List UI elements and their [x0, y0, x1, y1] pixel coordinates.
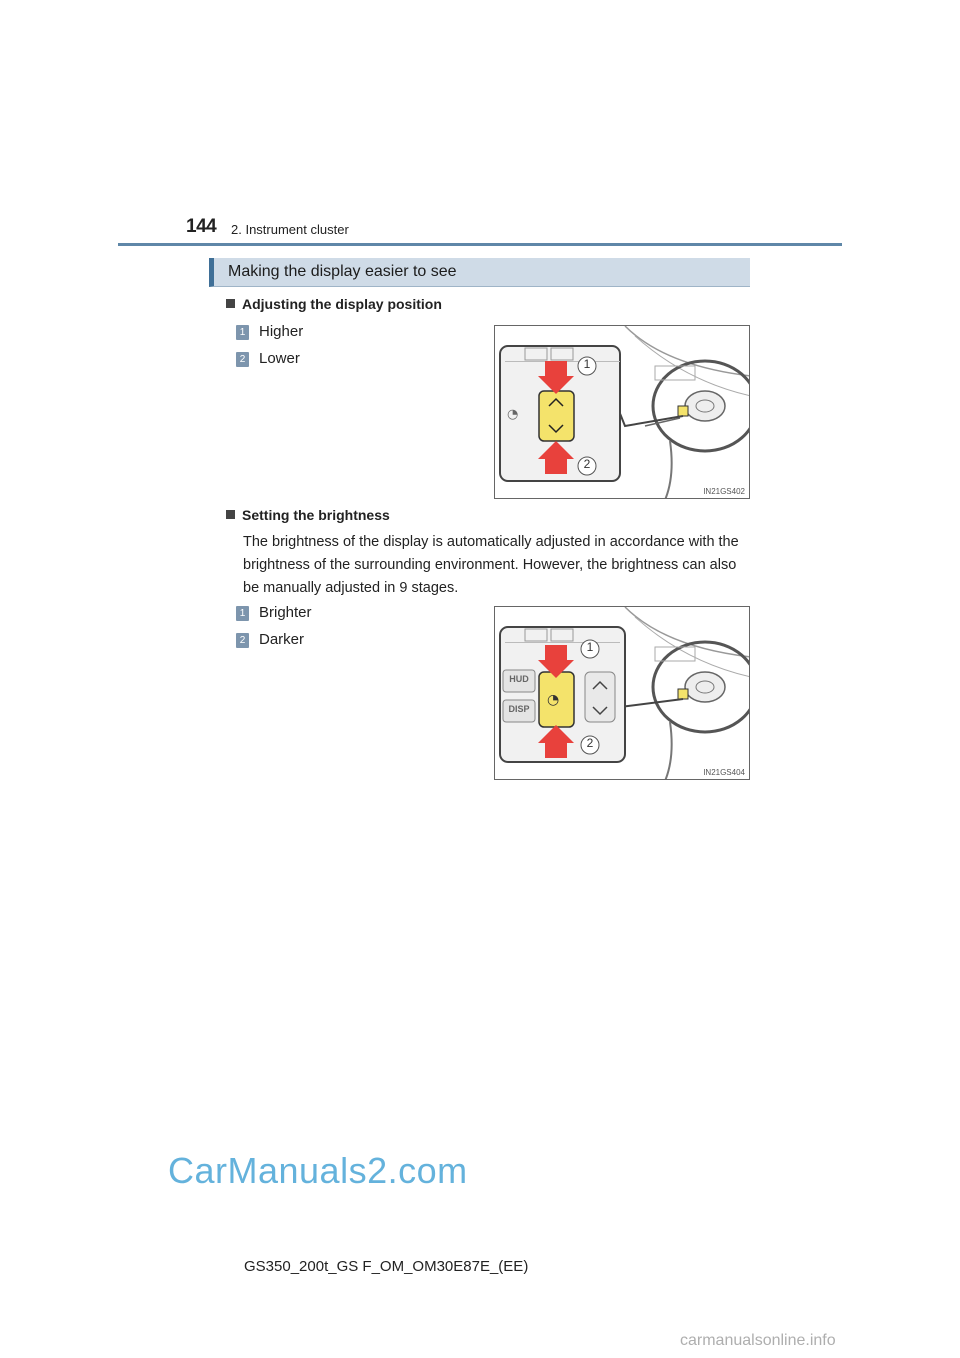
step-number-badge: 2: [236, 352, 249, 367]
square-bullet-icon: [226, 510, 235, 519]
step-higher: [236, 323, 303, 340]
header-rule: [118, 243, 842, 246]
subheading-text: Setting the brightness: [242, 507, 390, 523]
chapter-title: 2. Instrument cluster: [231, 222, 349, 237]
brightness-switch-illustration: [495, 607, 750, 780]
svg-text:◔: ◔: [547, 692, 560, 708]
callout-2: 2: [583, 457, 591, 471]
watermark-site: carmanualsonline.info: [680, 1332, 836, 1349]
disp-button-label: DISP: [508, 704, 530, 714]
figure-code: IN21GS404: [703, 768, 745, 777]
section-title: Making the display easier to see: [228, 263, 457, 280]
section-header: [209, 258, 750, 287]
step-label: Higher: [259, 323, 304, 340]
figure-code: IN21GS402: [703, 487, 745, 496]
step-number-badge: 1: [236, 325, 249, 340]
callout-1: 1: [583, 357, 591, 371]
step-label: Darker: [259, 631, 305, 648]
step-brighter: [236, 604, 312, 621]
step-number-badge: 2: [236, 633, 249, 648]
svg-text:◔: ◔: [507, 407, 519, 422]
footer-code: GS350_200t_GS F_OM_OM30E87E_(EE): [244, 1258, 529, 1275]
step-number-badge: 1: [236, 606, 249, 621]
hud-button-label: HUD: [509, 674, 529, 684]
subheading-adjust-position: [226, 296, 442, 312]
page-number: 144: [186, 216, 217, 237]
step-label: Brighter: [259, 604, 312, 621]
figure-display-position: [494, 325, 750, 499]
square-bullet-icon: [226, 299, 235, 308]
step-darker: [236, 631, 304, 648]
callout-1: 1: [586, 640, 594, 654]
figure-brightness: [494, 606, 750, 780]
subheading-brightness: [226, 507, 390, 523]
step-lower: [236, 350, 300, 367]
callout-2: 2: [586, 736, 594, 750]
subheading-text: Adjusting the display position: [242, 296, 442, 312]
brightness-paragraph: The brightness of the display is automatically adjusted in accordance with the brightness of the surrounding environment. However, the brightness can also be manually adjusted in 9 stages.: [243, 534, 739, 596]
step-label: Lower: [259, 350, 300, 367]
steering-switch-illustration: [495, 326, 750, 499]
watermark-logo: CarManuals2.com: [168, 1150, 468, 1191]
